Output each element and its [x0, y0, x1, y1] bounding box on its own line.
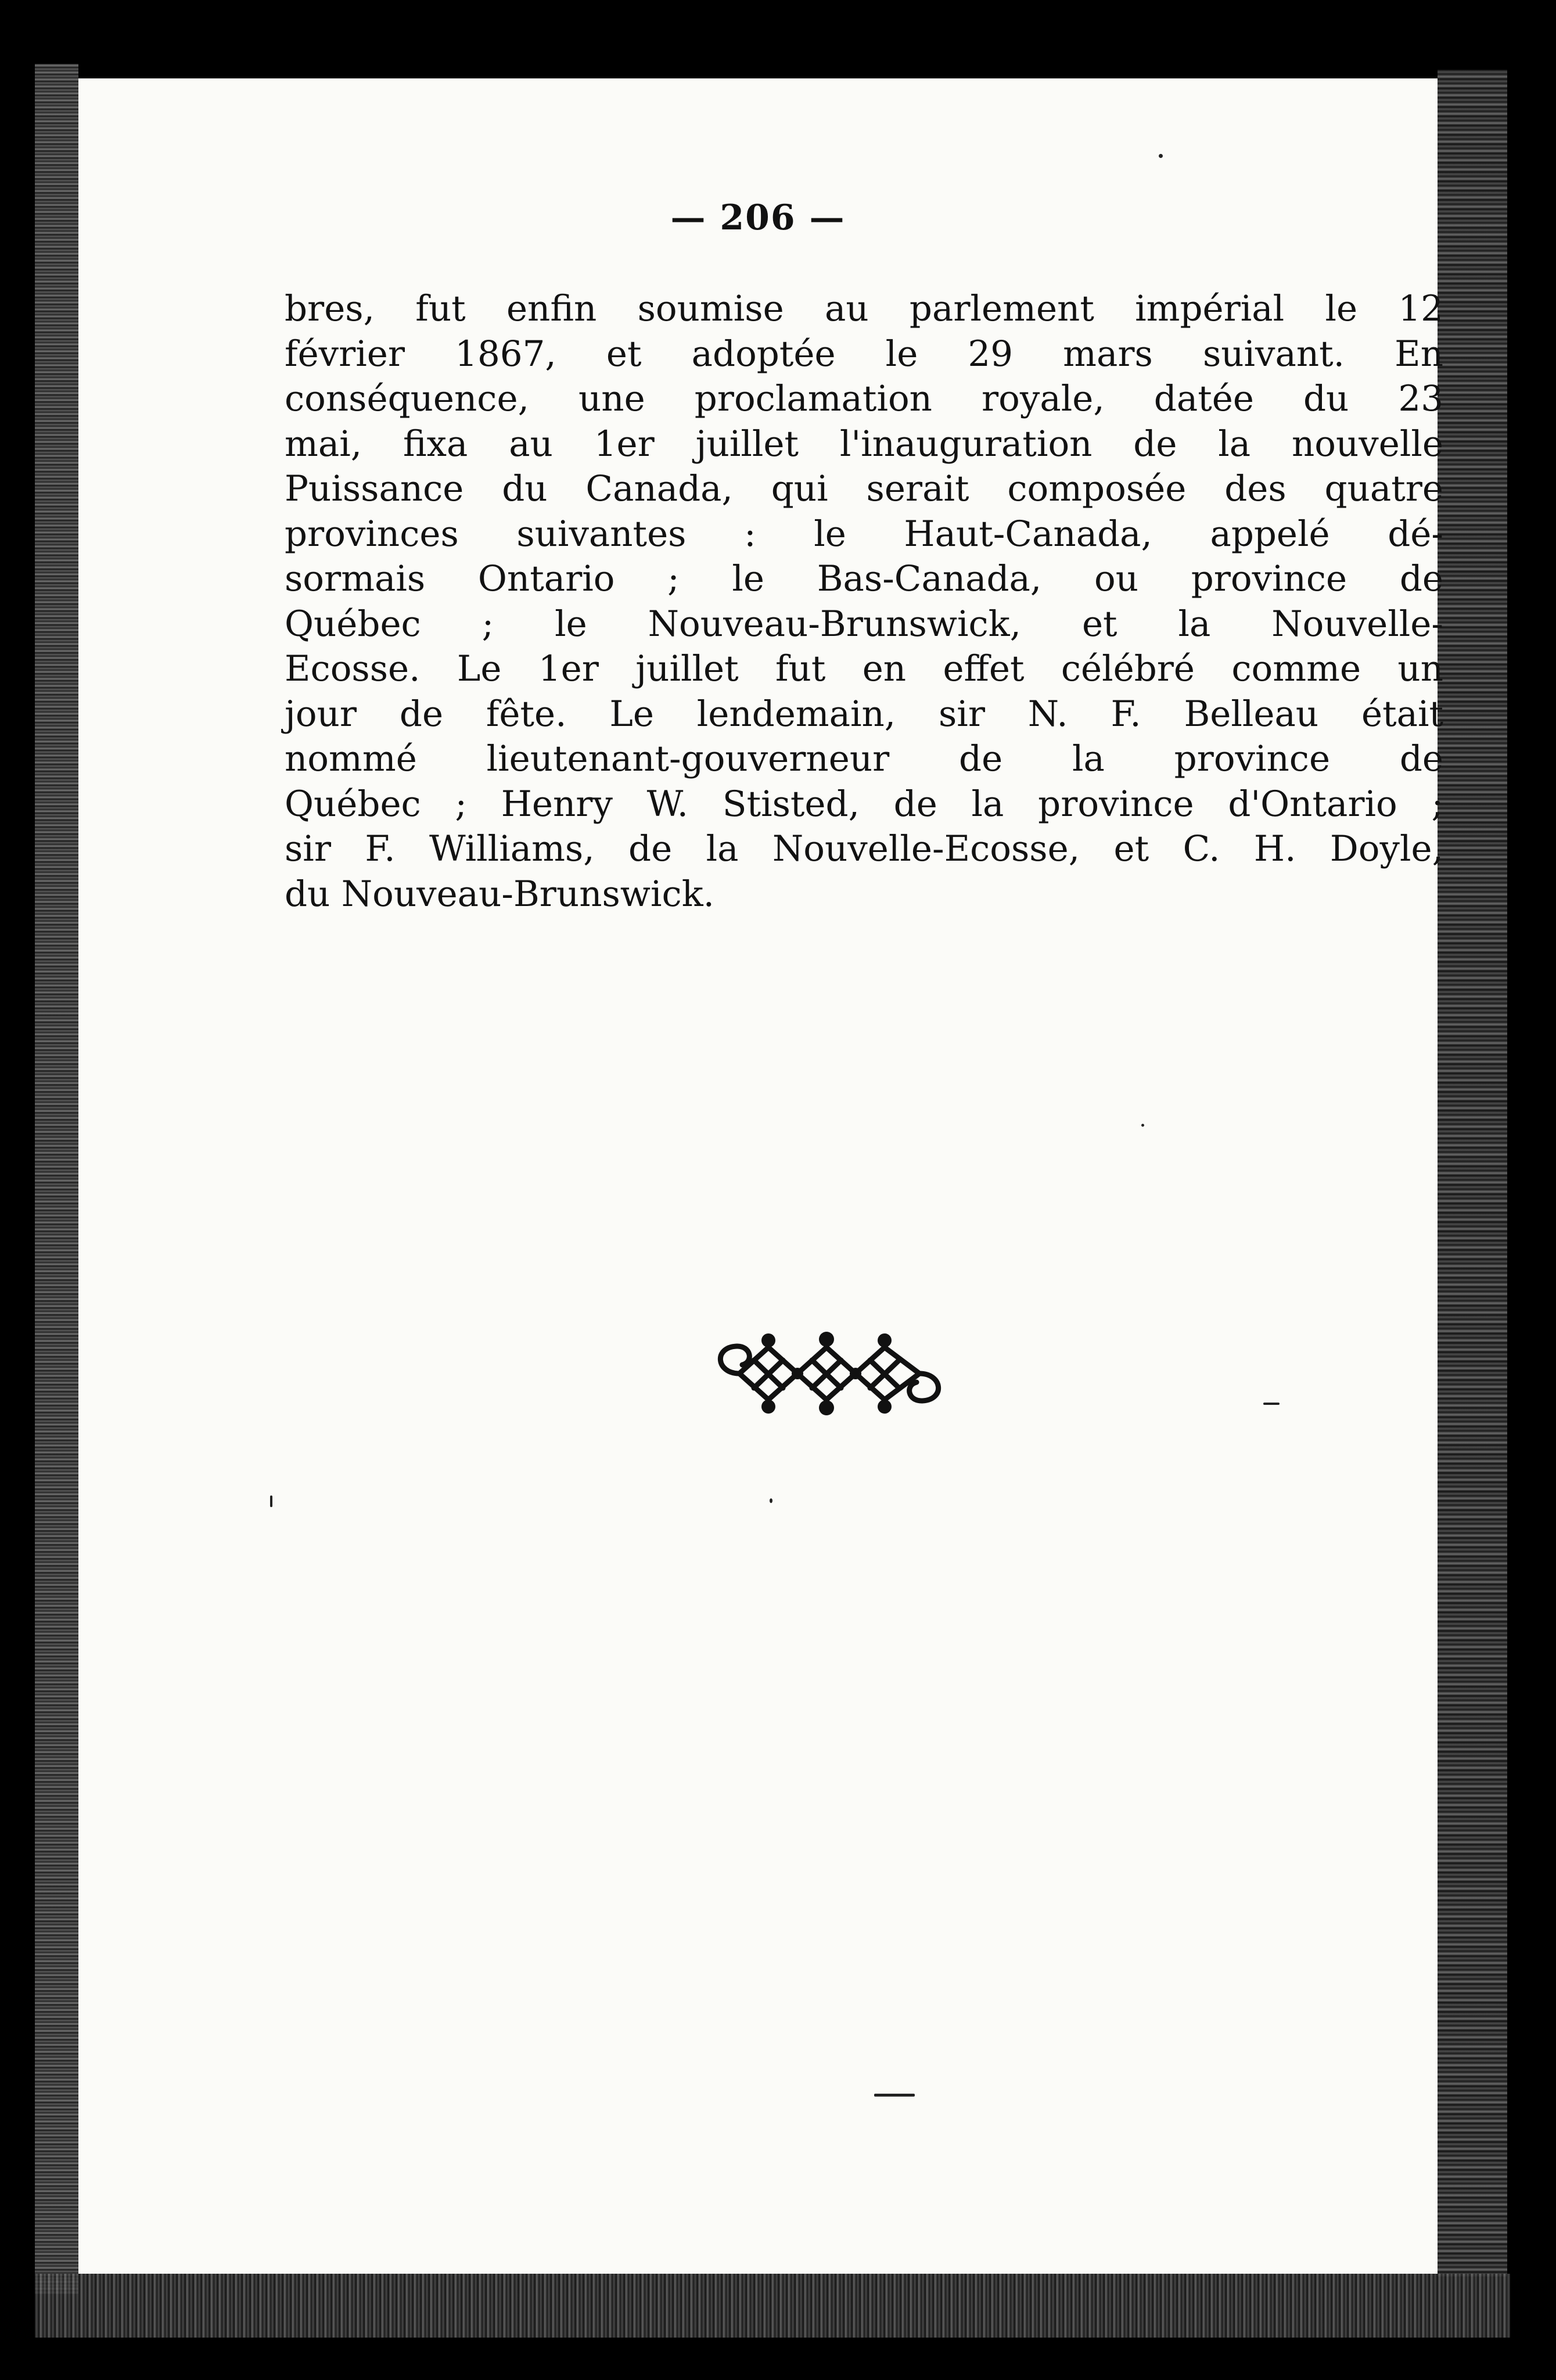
- text-line: jour de fête. Le lendemain, sir N. F. Belleau était: [285, 693, 1443, 735]
- paper-speck: [270, 1495, 272, 1507]
- paper-speck: [1263, 1403, 1280, 1405]
- book-edge-right: [1438, 70, 1507, 2277]
- text-line: du Nouveau-Brunswick.: [285, 873, 715, 915]
- paper-speck: [1141, 1124, 1144, 1127]
- text-line: Puissance du Canada, qui serait composée des quatre: [285, 468, 1443, 509]
- text-line: Ecosse. Le 1er juillet fut en effet célébré comme un: [285, 648, 1443, 689]
- text-line: mai, fixa au 1er juillet l'inauguration de la nouvelle: [285, 423, 1443, 465]
- book-edge-bottom: [35, 2274, 1510, 2338]
- text-line: Québec ; Henry W. Stisted, de la province d'Ontario ;: [285, 783, 1443, 825]
- paper-speck: [770, 1498, 772, 1503]
- text-line: sormais Ontario ; le Bas-Canada, ou province de: [285, 558, 1443, 599]
- book-edge-left: [35, 64, 78, 2294]
- paper-speck: [874, 2094, 915, 2097]
- text-line: Québec ; le Nouveau-Brunswick, et la Nouvelle-: [285, 603, 1443, 645]
- page-number: — 206 —: [670, 197, 846, 238]
- scrollwork-ornament-icon: [705, 1330, 954, 1417]
- text-line: bres, fut enfin soumise au parlement impérial le 12: [285, 288, 1443, 329]
- book-page: [78, 78, 1443, 2274]
- text-line: sir F. Williams, de la Nouvelle-Ecosse, et C. H. Doyle,: [285, 828, 1443, 869]
- text-line: provinces suivantes : le Haut-Canada, appelé dé-: [285, 513, 1443, 555]
- body-paragraph: [285, 286, 1443, 916]
- text-line: février 1867, et adoptée le 29 mars suivant. En: [285, 333, 1443, 375]
- text-line: nommé lieutenant-gouverneur de la province de: [285, 738, 1443, 779]
- paper-speck: [1159, 154, 1163, 158]
- text-line: conséquence, une proclamation royale, datée du 23: [285, 378, 1443, 419]
